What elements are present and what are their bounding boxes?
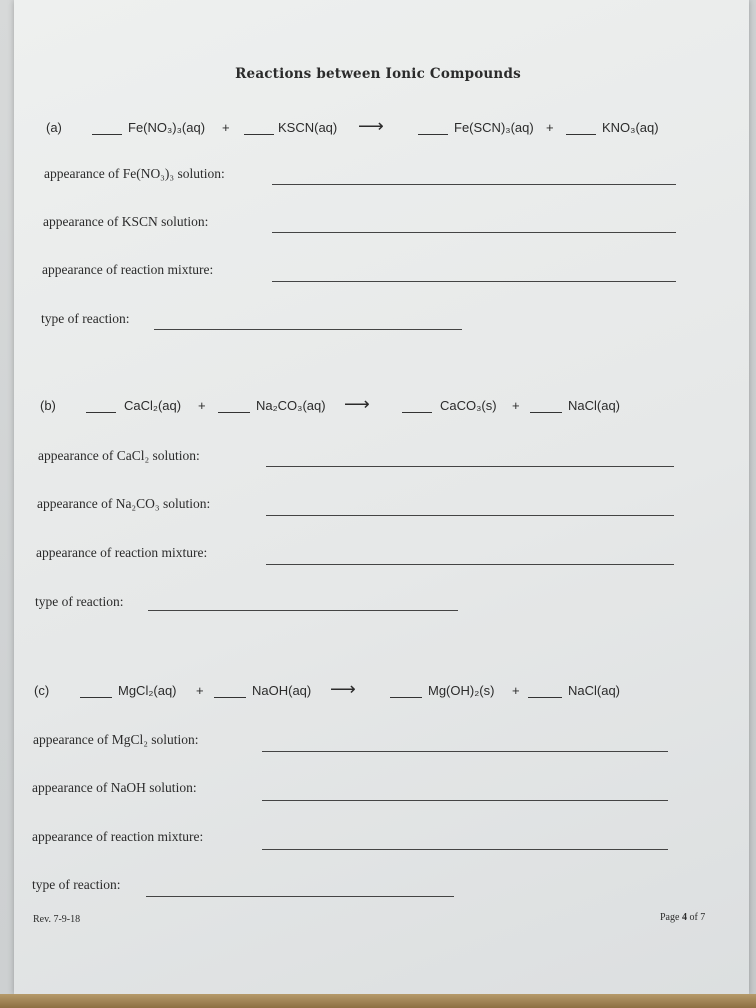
coefficient-blank[interactable] (244, 134, 274, 135)
table-surface (0, 994, 756, 1008)
page-suffix: of 7 (686, 912, 706, 923)
plus-sign: + (512, 683, 520, 698)
question-appearance-2: appearance of Na₂CO₃ solution: (37, 496, 211, 511)
coefficient-blank[interactable] (86, 412, 116, 413)
reaction-arrow: ⟶ (330, 679, 356, 699)
question-reaction-type: type of reaction: (35, 594, 124, 609)
question-appearance-mixture: appearance of reaction mixture: (32, 829, 204, 844)
question-reaction-type: type of reaction: (32, 877, 121, 892)
page-prefix: Page (660, 912, 682, 923)
coefficient-blank[interactable] (92, 134, 122, 135)
question-appearance-1: appearance of CaCl₂ solution: (38, 448, 200, 463)
answer-line[interactable] (148, 610, 458, 611)
question-appearance-1: appearance of MgCl₂ solution: (33, 732, 199, 747)
product-1: Fe(SCN)₃(aq) (454, 120, 534, 135)
answer-line[interactable] (272, 184, 676, 185)
product-1: CaCO₃(s) (440, 398, 497, 413)
reaction-arrow: ⟶ (344, 394, 370, 414)
answer-line[interactable] (266, 564, 674, 565)
reactant-2: NaOH(aq) (252, 683, 312, 698)
product-2: KNO₃(aq) (602, 120, 659, 135)
plus-sign: + (198, 398, 206, 413)
coefficient-blank[interactable] (530, 412, 562, 413)
coefficient-blank[interactable] (218, 412, 250, 413)
reactant-1: CaCl₂(aq) (124, 398, 182, 413)
section-label: (a) (46, 120, 62, 135)
product-1: Mg(OH)₂(s) (428, 683, 495, 698)
reactant-1: Fe(NO₃)₃(aq) (128, 120, 206, 135)
equation-a (0, 116, 756, 140)
page-current: 4 (681, 912, 687, 923)
answer-line[interactable] (266, 466, 674, 467)
question-appearance-mixture: appearance of reaction mixture: (42, 262, 214, 277)
reactant-2: Na₂CO₃(aq) (256, 398, 326, 413)
question-reaction-type: type of reaction: (41, 311, 130, 326)
product-2: NaCl(aq) (568, 398, 621, 413)
coefficient-blank[interactable] (566, 134, 596, 135)
plus-sign: + (196, 683, 204, 698)
question-appearance-1: appearance of Fe(NO₃)₃ solution: (44, 166, 225, 181)
coefficient-blank[interactable] (80, 697, 112, 698)
reaction-arrow: ⟶ (358, 116, 384, 136)
reactant-2: KSCN(aq) (278, 120, 338, 135)
question-appearance-2: appearance of NaOH solution: (32, 780, 197, 795)
question-appearance-mixture: appearance of reaction mixture: (36, 545, 208, 560)
page-number (660, 912, 705, 923)
answer-line[interactable] (262, 751, 668, 752)
answer-line[interactable] (266, 515, 674, 516)
plus-sign: + (512, 398, 520, 413)
coefficient-blank[interactable] (214, 697, 246, 698)
coefficient-blank[interactable] (528, 697, 562, 698)
answer-line[interactable] (272, 281, 676, 282)
plus-sign: + (546, 120, 554, 135)
revision-date: Rev. 7-9-18 (33, 914, 81, 925)
plus-sign: + (222, 120, 230, 135)
product-2: NaCl(aq) (568, 683, 621, 698)
answer-line[interactable] (262, 849, 668, 850)
question-appearance-2: appearance of KSCN solution: (43, 214, 209, 229)
reactant-1: MgCl₂(aq) (118, 683, 177, 698)
answer-line[interactable] (154, 329, 462, 330)
equation-b (0, 394, 756, 418)
coefficient-blank[interactable] (402, 412, 432, 413)
equation-c (0, 679, 756, 703)
section-label: (c) (34, 683, 50, 698)
answer-line[interactable] (272, 232, 676, 233)
section-label: (b) (40, 398, 56, 413)
answer-line[interactable] (262, 800, 668, 801)
answer-line[interactable] (146, 896, 454, 897)
coefficient-blank[interactable] (390, 697, 422, 698)
page-title: Reactions between Ionic Compounds (235, 66, 521, 82)
coefficient-blank[interactable] (418, 134, 448, 135)
